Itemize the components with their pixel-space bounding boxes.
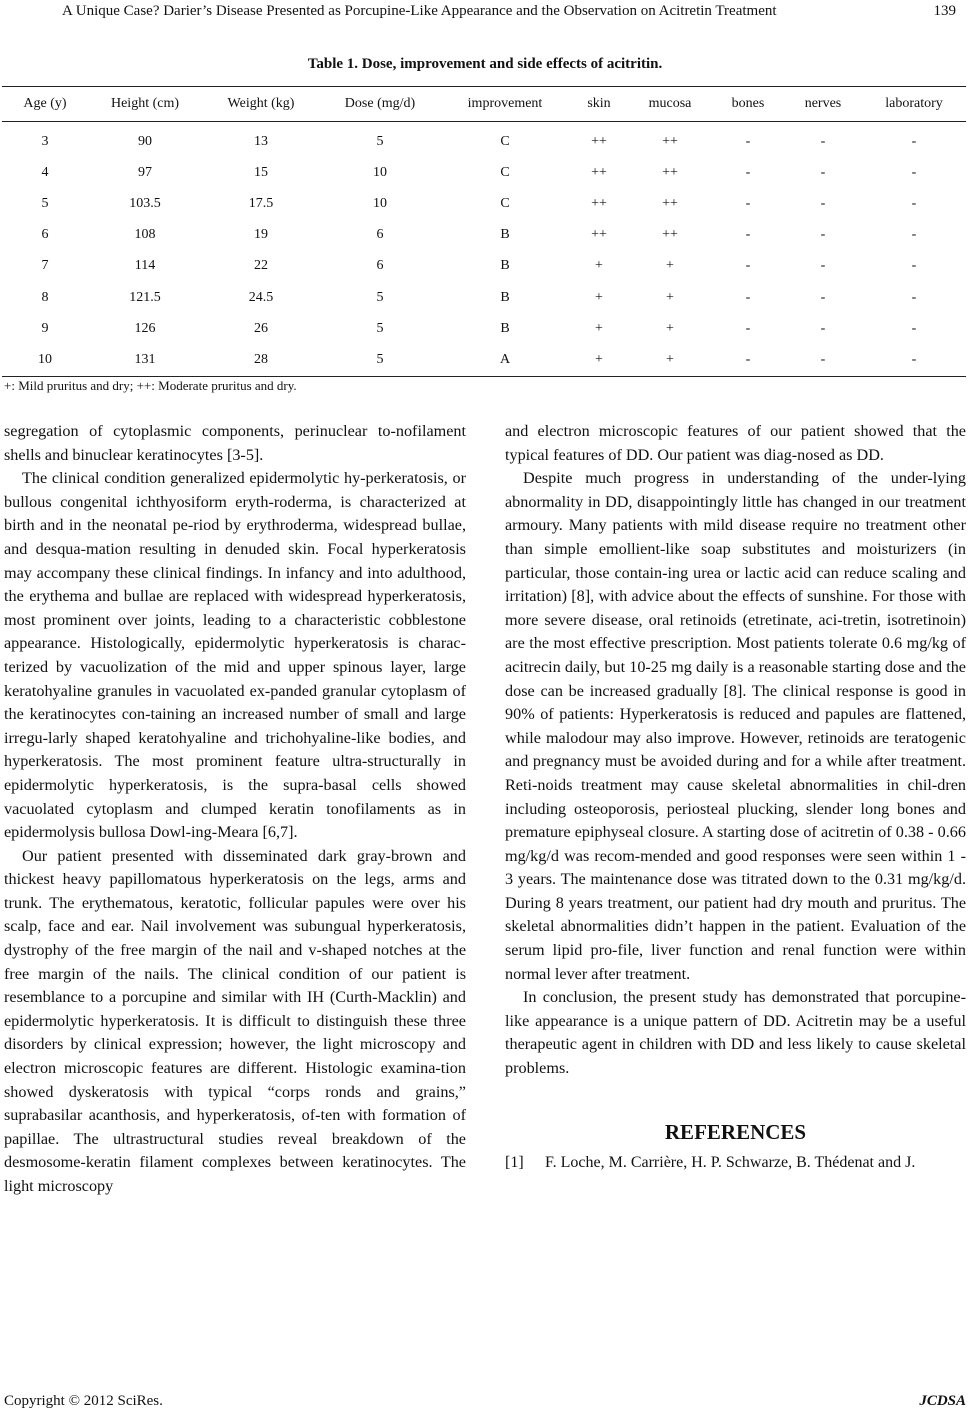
table-cell: ++: [662, 195, 678, 211]
reference-text: F. Loche, M. Carrière, H. P. Schwarze, B. Thédenat and J.: [545, 1154, 916, 1172]
table-cell: 3: [41, 133, 49, 149]
table-cell: +: [628, 344, 712, 376]
table-body: [2, 122, 966, 377]
paragraph: The clinical condition generalized epidermolytic hy-perkeratosis, or bullous congenital ichthyosiform eryth-roderma, is characterized at birth and in the neonatal pe-riod by erythroderma, widespread bullae, and desqua-mation resulting in denuded skin. Focal hyperkeratosis may accompany these clinical findings. In infancy and into adulthood, the erythema and bullae are replaced with widespread hyperkeratosis, most prominent over joints, leading to a characteristic cobblestone appearance. Histologically, epidermolytic hyperkeratosis is charac-terized by vacuolization of the mid and upper spinous layer, large keratohyaline granules in vacuolated ex-panded granular cytoplasm of the keratinocytes con-taining an increased number of small and large irregu-larly shaped keratohyaline and trichohyaline-like bodies, and hyperkeratosis. The most prominent feature ultra-structurally in epidermolytic hyperkeratosis, is the supra-basal cells showed vacuolated cytoplasm and clumped keratin tonofilaments as in epidermolysis bullosa Dowl-ing-Meara [6,7].: [4, 469, 466, 842]
table-row: [2, 188, 966, 219]
table-cell: 17.5: [248, 195, 274, 211]
table-cell: -: [911, 195, 917, 211]
table-cell: -: [784, 344, 862, 376]
table-row: [2, 157, 966, 188]
page-number: 139: [933, 3, 956, 19]
table-cell: 5: [320, 344, 440, 376]
table-cell: -: [862, 344, 966, 376]
table-header-row: [2, 87, 966, 122]
table-cell: 8: [41, 289, 49, 305]
table-cell: B: [500, 320, 510, 336]
table-cell: C: [500, 164, 510, 180]
table-cell: 7: [41, 258, 49, 274]
table-cell: ++: [591, 195, 607, 211]
table-cell: +: [666, 258, 674, 274]
table-row: [2, 282, 966, 313]
table-cell: +: [595, 258, 603, 274]
table-cell: +: [666, 289, 674, 305]
table-cell: -: [745, 227, 751, 243]
table-cell: -: [911, 258, 917, 274]
column-header: Height (cm): [88, 87, 202, 122]
journal-abbreviation: JCDSA: [919, 1393, 966, 1409]
table-cell: ++: [591, 227, 607, 243]
table-cell: 5: [376, 289, 384, 305]
paragraph: In conclusion, the present study has demonstrated that porcupine-like appearance is a unique pattern of DD. Acitretin may be a useful therapeutic agent in children with DD and less likely to cause skeletal problems.: [505, 988, 966, 1078]
table-cell: -: [745, 289, 751, 305]
table-cell: 121.5: [129, 289, 161, 305]
table-cell: -: [820, 164, 826, 180]
table-row: [2, 313, 966, 344]
running-header: [0, 0, 970, 22]
table-cell: +: [570, 344, 628, 376]
table-cell: 97: [138, 164, 152, 180]
column-header: laboratory: [862, 87, 966, 122]
table-cell: 28: [202, 344, 320, 376]
table-cell: 6: [376, 258, 384, 274]
table-cell: B: [500, 227, 510, 243]
table-cell: 108: [134, 227, 156, 243]
paragraph: Our patient presented with disseminated dark gray-brown and thickest heavy papillomatous hyperkeratosis on the legs, arms and trunk. The erythematous, keratotic, follicular papules were over his scalp, face and ear. Nail involvement was subungual hyperkeratosis, dystrophy of the free margin of the nail and v-shaped notches at the free margin of the nails. The clinical condition of our patient is resemblance to a porcupine and similar with IH (Curth-Macklin) and epidermolytic hyperkeratosis. It is difficult to distinguish these three disorders by clinical expression; however, the light microscopy and electron microscopic features are different. Histologic examina-tion showed dyskeratosis with typical “corps ronds and grains,” suprabasilar acanthosis, and hyperkeratosis, of-ten with formation of papillae. The ultrastructural studies reveal breakdown of the desmosome-keratin filament complexes between keratinocytes. The light microscopy: [4, 846, 466, 1195]
paragraph: Despite much progress in understanding of the under-lying abnormality in DD, disappointingly little has changed in our treatment armoury. Many patients with mild disease require no treatment other than simple emollient-like soap substitutes and moisturizers (in particular, those contain-ing urea or lactic acid can reduce scaling and irritation) [8], with advice about the effects of sunshine. For those with more severe disease, oral retinoids (etretinate, aci-tretin, isotretinoin) are the most effective prescription. Most patients tolerate 0.6 mg/kg of acitrecin daily, but 10-25 mg daily is a reasonable starting dose and the dose can be increased gradually [8]. The clinical response is good in 90% of patients: Hyperkeratosis is reduced and papules are flattened, while malodour may also improve. However, retinoids are teratogenic and pregnancy must be avoided during and for a while after treatment. Reti-noids treatment may cause skeletal abnormalities in chil-dren including osteoporosis, periosteal plucking, slender long bones and premature epiphyseal closure. A starting dose of acitretin of 0.38 - 0.66 mg/kg/d was recom-mended and good responses were seen within 1 - 3 years. The maintenance dose was titrated down to the 0.31 mg/kg/d. During 8 years treatment, our patient had dry mouth and pruritus. The skeletal abnormalities didn’t happen in the patient. Evaluation of the serum lipid pro-file, liver function and renal function were within normal lever after treatment.: [505, 469, 966, 983]
table-cell: +: [595, 289, 603, 305]
table-cell: B: [500, 289, 510, 305]
column-header: mucosa: [628, 87, 712, 122]
table-cell: B: [500, 258, 510, 274]
column-header: Weight (kg): [202, 87, 320, 122]
table-cell: -: [745, 320, 751, 336]
right-column: [505, 420, 966, 1174]
table-cell: 6: [376, 227, 384, 243]
column-header: Dose (mg/d): [320, 87, 440, 122]
column-header: skin: [570, 87, 628, 122]
table-cell: C: [500, 195, 510, 211]
table-cell: -: [712, 344, 784, 376]
copyright-notice: Copyright © 2012 SciRes.: [4, 1393, 163, 1409]
column-header: improvement: [440, 87, 570, 122]
table-row: [2, 122, 966, 158]
table-cell: -: [911, 164, 917, 180]
table-cell: 5: [376, 133, 384, 149]
table-cell: 13: [254, 133, 268, 149]
table-cell: -: [911, 133, 917, 149]
table-cell: -: [911, 320, 917, 336]
table-cell: 24.5: [248, 289, 274, 305]
table-cell: C: [500, 133, 510, 149]
table-cell: 5: [376, 320, 384, 336]
references-heading: REFERENCES: [664, 1119, 807, 1144]
table-cell: 6: [41, 227, 49, 243]
column-header: bones: [712, 87, 784, 122]
table-cell: -: [911, 227, 917, 243]
table-cell: 19: [254, 227, 268, 243]
column-header: Age (y): [2, 87, 88, 122]
table-cell: ++: [662, 164, 678, 180]
page-footer: [0, 1392, 970, 1410]
table-cell: 4: [41, 164, 49, 180]
table-cell: 15: [254, 164, 268, 180]
table-cell: +: [666, 320, 674, 336]
table-cell: -: [911, 289, 917, 305]
column-header: nerves: [784, 87, 862, 122]
table-cell: 114: [134, 258, 156, 274]
table-cell: +: [595, 320, 603, 336]
left-column: [4, 420, 466, 1199]
table-caption: Table 1. Dose, improvement and side effects of acitritin.: [307, 56, 663, 72]
table-cell: ++: [591, 133, 607, 149]
table-cell: -: [745, 164, 751, 180]
table-cell: -: [820, 258, 826, 274]
running-title: A Unique Case? Darier’s Disease Presented as Porcupine-Like Appearance and the Observation on Acitretin Treatment: [62, 3, 777, 19]
table-cell: 5: [41, 195, 49, 211]
table-cell: A: [440, 344, 570, 376]
dose-table-wrapper: [2, 86, 966, 377]
table-cell: 90: [138, 133, 152, 149]
table-cell: 10: [373, 195, 387, 211]
table-cell: 22: [254, 258, 268, 274]
table-cell: 10: [2, 344, 88, 376]
table-cell: ++: [662, 133, 678, 149]
reference-item: [505, 1152, 966, 1174]
table-cell: 126: [134, 320, 156, 336]
table-cell: 9: [41, 320, 49, 336]
paragraph: segregation of cytoplasmic components, perinuclear to-nofilament shells and binuclear keratinocytes [3-5].: [4, 422, 466, 464]
table-cell: -: [820, 195, 826, 211]
table-row: [2, 344, 966, 376]
table-cell: 103.5: [129, 195, 161, 211]
table-cell: -: [745, 258, 751, 274]
table-cell: ++: [662, 227, 678, 243]
table-cell: -: [820, 227, 826, 243]
reference-number: [1]: [505, 1154, 524, 1172]
table-cell: -: [820, 289, 826, 305]
table-cell: -: [745, 195, 751, 211]
table-cell: -: [820, 320, 826, 336]
table-cell: ++: [591, 164, 607, 180]
table-footnote: +: Mild pruritus and dry; ++: Moderate pruritus and dry.: [4, 378, 297, 393]
table-cell: -: [820, 133, 826, 149]
dose-table: [2, 86, 966, 377]
table-cell: -: [745, 133, 751, 149]
paragraph: and electron microscopic features of our patient showed that the typical features of DD. Our patient was diag-nosed as DD.: [505, 422, 966, 464]
table-cell: 10: [373, 164, 387, 180]
table-row: [2, 220, 966, 251]
table-row: [2, 251, 966, 282]
table-cell: 131: [88, 344, 202, 376]
table-cell: 26: [254, 320, 268, 336]
